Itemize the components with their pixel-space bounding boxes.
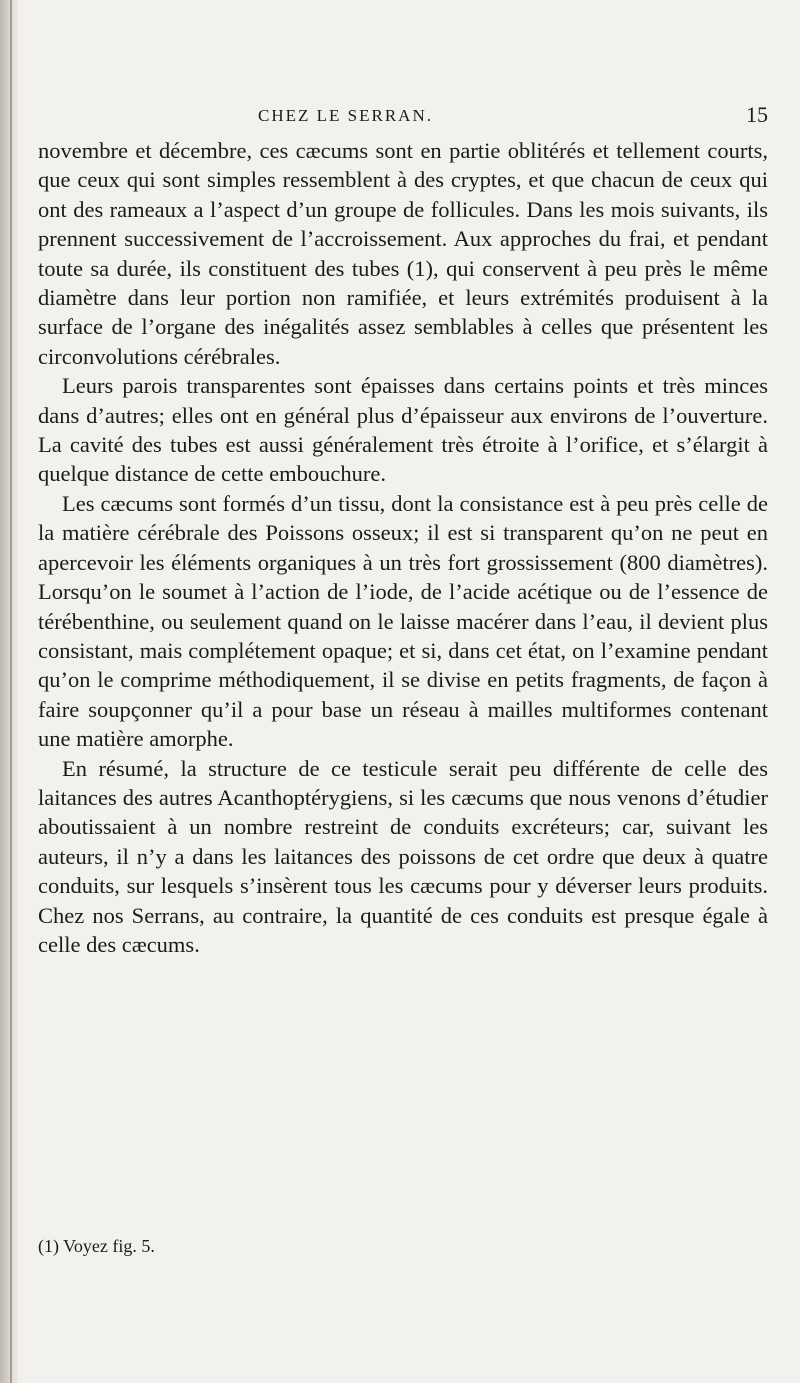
- page-header: [38, 102, 768, 132]
- footnote: (1) Voyez fig. 5.: [38, 1236, 155, 1256]
- paragraph-continuation: novembre et décembre, ces cæcums sont en partie oblitérés et tellement courts, que ceux qui sont simples ressemblent à des cryptes, et que chacun de ceux qui ont des rameaux a l’aspect d’un groupe de follicules. Dans les mois suivants, ils prennent successivement de l’accroissement. Aux approches du frai, et pendant toute sa durée, ils constituent des tubes (1), qui conservent à peu près le même diamètre dans leur portion non ramifiée, et leurs extrémités produisent à la surface de l’organe des inégalités assez semblables à celles que présentent les circonvolutions cérébrales.: [38, 138, 768, 369]
- page-binding-edge: [0, 0, 18, 1383]
- paragraph-tissue: Les cæcums sont formés d’un tissu, dont la consistance est à peu près celle de la matière cérébrale des Poissons osseux; il est si transparent qu’on ne peut en apercevoir les éléments organiques à un très fort grossissement (800 diamètres). Lorsqu’on le soumet à l’action de l’iode, de l’acide acétique ou de l’essence de térébenthine, ou seulement quand on le laisse macérer dans l’eau, il devient plus consistant, mais complétement opaque; et si, dans cet état, on l’examine pendant qu’on le comprime méthodiquement, il se divise en petits fragments, de façon à faire soupçonner qu’il a pour base un réseau à mailles multiformes contenant une matière amorphe.: [38, 490, 768, 752]
- paragraph-summary: En résumé, la structure de ce testicule serait peu différente de celle des laitances des autres Acanthoptérygiens, si les cæcums que nous venons d’étudier aboutissaient à un nombre restreint de conduits excréteurs; car, suivant les auteurs, il n’y a dans les laitances des poissons de cet ordre que deux à quatre conduits, sur lesquels s’insèrent tous les cæcums pour y déverser leurs produits. Chez nos Serrans, au contraire, la quantité de ces conduits est presque égale à celle des cæcums.: [38, 755, 768, 957]
- paragraph-walls: Leurs parois transparentes sont épaisses dans certains points et très minces dans d’autres; elles ont en général plus d’épaisseur aux environs de l’ouverture. La cavité des tubes est aussi généralement très étroite à l’orifice, et s’élargit à quelque distance de cette embouchure.: [38, 373, 768, 487]
- running-head: CHEZ LE SERRAN.: [258, 106, 433, 125]
- page-binding-line: [10, 0, 12, 1383]
- body-text: [38, 136, 768, 959]
- page-number: 15: [746, 102, 768, 127]
